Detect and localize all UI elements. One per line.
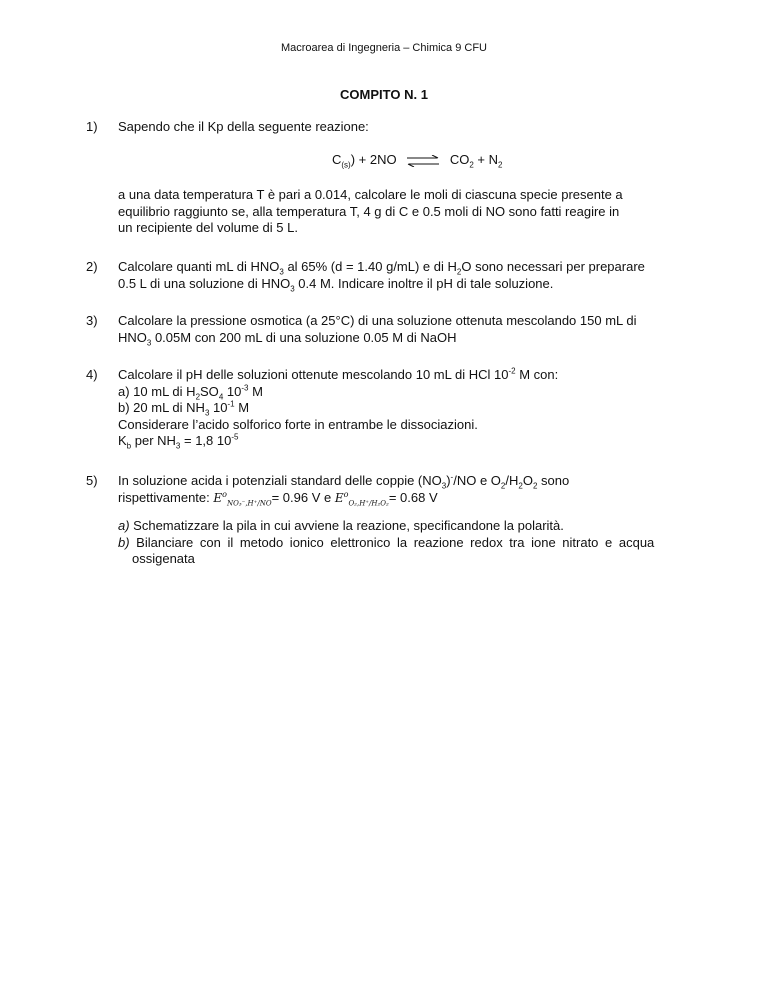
question-1-intro: Sapendo che il Kp della seguente reazione:: [118, 119, 369, 134]
task-b-label: b): [118, 534, 130, 550]
potential-symbol: $E^o_{NO_3^-,H^+/NO}$: [213, 489, 272, 507]
question-number: 1): [86, 119, 98, 134]
standard-potentials: rispettivamente: $E^o_{NO_3^-,H^+/NO}= 0.96$ V e $E^o_{O_2,H^+/H_2O_2}= 0.68$ V: [118, 489, 438, 507]
page-title: COMPITO N. 1: [340, 87, 428, 102]
equilibrium-arrow-icon: [406, 155, 440, 167]
reaction-equation: $C_{(s)}) + 2NO$ $CO_2 + N_2$: [332, 152, 503, 170]
question-number: 3): [86, 313, 98, 328]
page-header: Macroarea di Ingegneria – Chimica 9 CFU: [280, 42, 488, 54]
question-number: 2): [86, 259, 98, 274]
potential-symbol: $E^o_{O_2,H^+/H_2O_2}$: [334, 489, 389, 507]
exam-page: Macroarea di Ingegneria – Chimica 9 CFU COMPITO N. 1 1) Sapendo che il Kp della seguente reazione: $C_{(s)}) + 2NO$ $CO_2 + N_2$ a una data temperatura T è pari a 0.014, calcolare le moli di ciascuna specie presente a equilibrio raggiunto se, alla temperatura T, 4 g di C e 0.5 moli di NO sono fatti reagire in un recipiente del volume di 5 L. 2) Calcolare quanti mL di $HNO_3$ al 65% (d = 1.40 g/mL) e di $H_2O$ sono necessari per preparare 0.5 L di una soluzione di $HNO_3$ 0.4 M. Indicare inoltre il pH di tale soluzione. 3) Calcolare la pressione osmotica (a 25°C) di una soluzione ottenuta mescolando 150 mL di $HNO_3$ 0.05M con 200 mL di una soluzione 0.05 M di NaOH 4) Calcolare il pH delle soluzioni ottenute mescolando 10 mL di HCl $10^{-2}$ M con: a) 10 mL di $H_2SO_4$ $10^{-3}$ M b) 20 mL di $NH_3$ $10^{-1}$ M Considerare l’acido solforico forte in entrambe le dissociazioni. $K_b$ per $NH_3 = 1,8$ $10^{-5}$ 5) In soluzione acida i potenziali standard delle coppie $(NO_3)^-/NO$ e $O_2/H_2O_2$ sono rispettivamente: $E^o_{NO_3^-,H^+/NO}= 0.96$ V e $E^o_{O_2,H^+/H_2O_2}= 0.68$ V a) Schematizzare la pila in cui avviene la reazione, specificandone la polarità. b) Bilanciare con il metodo ionico elettronico la reazione redox tra ione nitrato e acqua ossigenata: [0, 0, 768, 994]
question-number: 4): [86, 367, 98, 382]
question-number: 5): [86, 473, 98, 488]
task-a-label: a): [118, 518, 130, 533]
